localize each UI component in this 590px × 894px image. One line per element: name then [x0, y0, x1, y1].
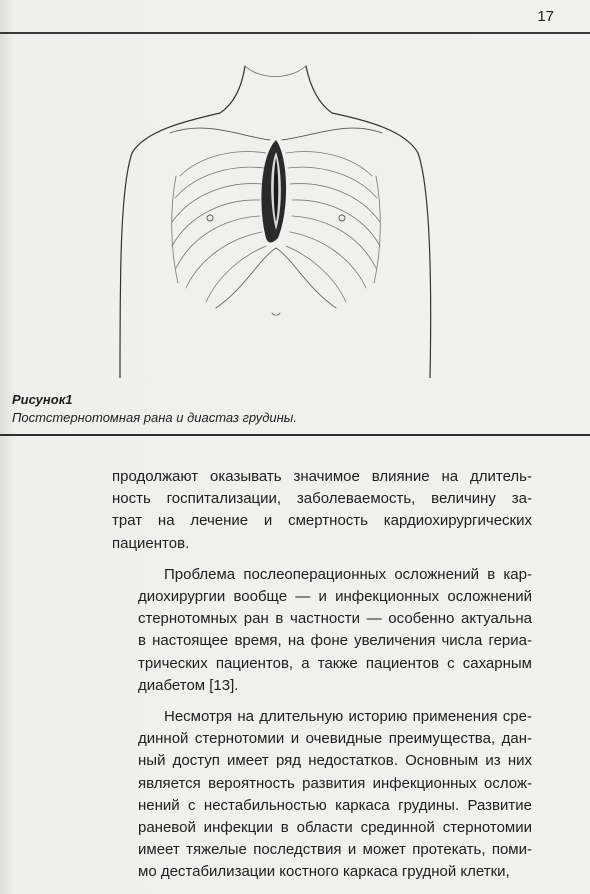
page-number: 17: [537, 8, 554, 25]
text-line: продолжают оказывать значимое влияние на длитель-: [112, 468, 532, 485]
text-line: является вероятность развития инфекционных ослож-: [138, 774, 532, 792]
caption-rule: [0, 434, 590, 436]
text-line: ный доступ имеет ряд недостатков. Основным из них: [138, 752, 532, 770]
figure-caption: Постстернотомная рана и диастаз грудины.: [12, 410, 297, 425]
text-line: в настоящее время, на фоне увеличения числа гериа-: [138, 632, 532, 650]
text-line: пациентов.: [112, 534, 190, 552]
text-line: Несмотря на длительную историю применения сре-: [164, 708, 532, 726]
text-line: имеет тяжелые последствия и может протекать, поми-: [138, 841, 532, 859]
header-rule: [0, 32, 590, 34]
chest-illustration-svg: [20, 58, 540, 378]
text-line: стернотомных ран в частности — особенно актуальна: [138, 610, 532, 628]
text-line: динной стернотомии и очевидные преимущества, дан-: [138, 730, 532, 748]
text-line: диохирургии вообще — и инфекционных осложнений: [138, 588, 532, 606]
figure-label: Рисунок1: [12, 392, 73, 407]
text-line: мо дестабилизации костного каркаса грудной клетки,: [138, 863, 510, 881]
sternotomy-wound: [261, 140, 286, 243]
paragraph: [112, 706, 532, 884]
paragraph: [112, 466, 532, 555]
article-body: [112, 466, 532, 893]
text-line: трат на лечение и смертность кардиохирургических: [112, 512, 532, 530]
text-line: Проблема послеоперационных осложнений в кар-: [164, 565, 532, 583]
text-line: ность госпитализации, заболеваемость, величину за-: [112, 490, 532, 508]
chest-sternotomy-illustration: [20, 58, 540, 378]
text-line: трических пациентов, а также пациентов с сахарным: [138, 654, 532, 672]
text-line: раневой инфекции в области срединной стернотомии: [138, 819, 532, 837]
text-line: диабетом [13].: [138, 676, 239, 694]
paragraph: [112, 564, 532, 697]
text-line: нений с нестабильностью каркаса грудины. Развитие: [138, 796, 532, 814]
